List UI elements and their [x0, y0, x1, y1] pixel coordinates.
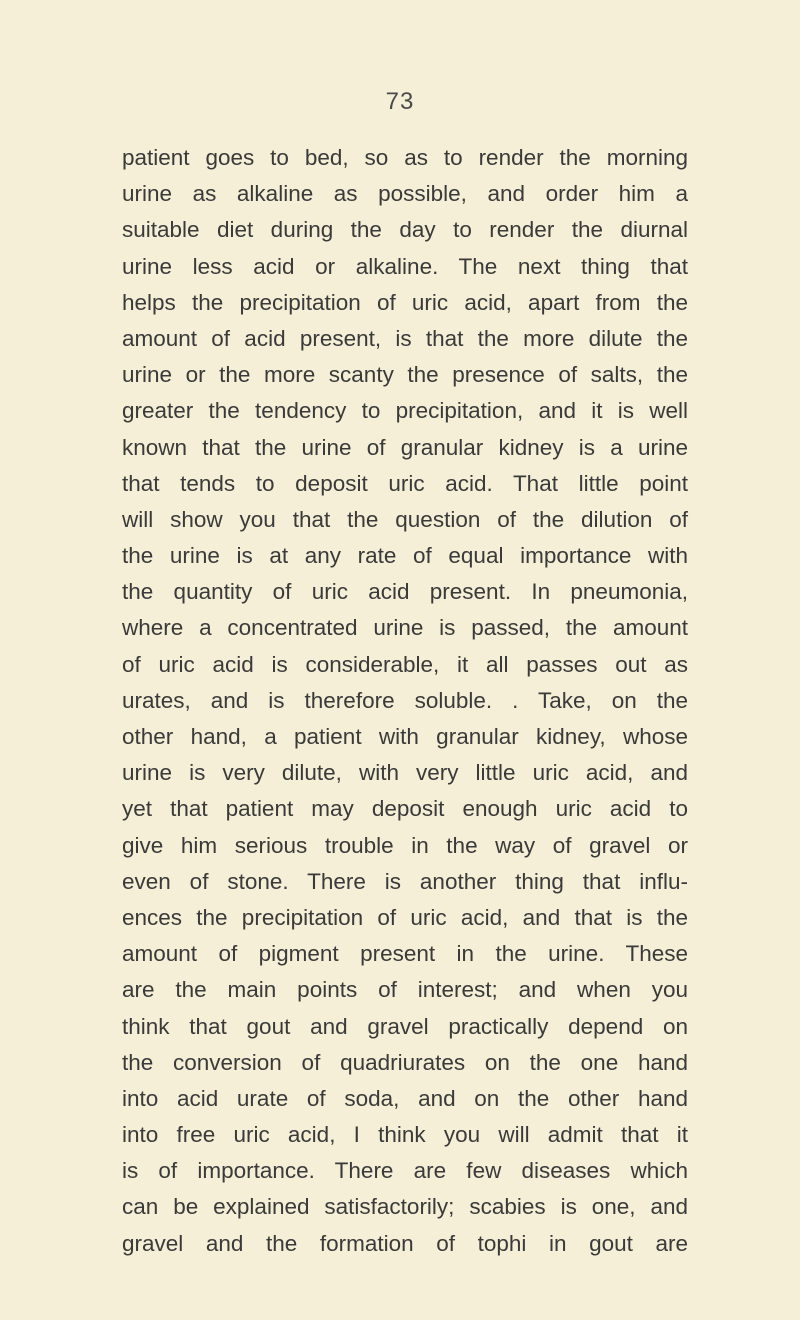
text-line: urine less acid or alkaline. The next thing that: [122, 253, 688, 279]
text-line: the urine is at any rate of equal importance with: [122, 543, 688, 569]
text-line: think that gout and gravel practically depend on: [122, 1013, 688, 1039]
text-line: will show you that the question of the dilution of: [122, 506, 688, 532]
text-line: ences the precipitation of uric acid, and that is the: [122, 904, 688, 930]
text-line: that tends to deposit uric acid. That little point: [122, 470, 688, 496]
text-line: other hand, a patient with granular kidney, whose: [122, 724, 688, 749]
text-line: urates, and is therefore soluble. . Take, on the: [122, 687, 688, 713]
text-line: can be explained satisfactorily; scabies is one, and: [122, 1194, 688, 1220]
text-line: into free uric acid, I think you will admit that it: [122, 1122, 688, 1148]
body-text: [122, 140, 688, 1262]
text-line: gravel and the formation of tophi in gout are: [122, 1230, 688, 1256]
text-line: urine is very dilute, with very little uric acid, and: [122, 760, 688, 786]
text-line: even of stone. There is another thing that influ-: [122, 868, 688, 894]
text-line: suitable diet during the day to render the diurnal: [122, 217, 688, 243]
text-line: the conversion of quadriurates on the one hand: [122, 1049, 688, 1075]
text-line: helps the precipitation of uric acid, apart from the: [122, 289, 688, 315]
text-line: of uric acid is considerable, it all passes out as: [122, 651, 688, 677]
text-line: give him serious trouble in the way of gravel or: [122, 832, 688, 858]
text-line: greater the tendency to precipitation, and it is well: [122, 398, 688, 424]
text-line: are the main points of interest; and when you: [122, 977, 688, 1003]
text-line: where a concentrated urine is passed, the amount: [122, 615, 688, 641]
text-line: known that the urine of granular kidney is a urine: [122, 434, 688, 460]
text-line: urine as alkaline as possible, and order him a: [122, 181, 688, 207]
text-line: is of importance. There are few diseases which: [122, 1158, 688, 1184]
text-line: amount of pigment present in the urine. These: [122, 941, 688, 967]
text-line: yet that patient may deposit enough uric acid to: [122, 796, 688, 822]
text-line: amount of acid present, is that the more dilute the: [122, 325, 688, 351]
page-number: 73: [385, 88, 415, 115]
text-line: the quantity of uric acid present. In pneumonia,: [122, 579, 688, 605]
text-line: urine or the more scanty the presence of salts, the: [122, 362, 688, 388]
text-line: into acid urate of soda, and on the other hand: [122, 1085, 688, 1111]
text-line: patient goes to bed, so as to render the morning: [122, 145, 688, 170]
